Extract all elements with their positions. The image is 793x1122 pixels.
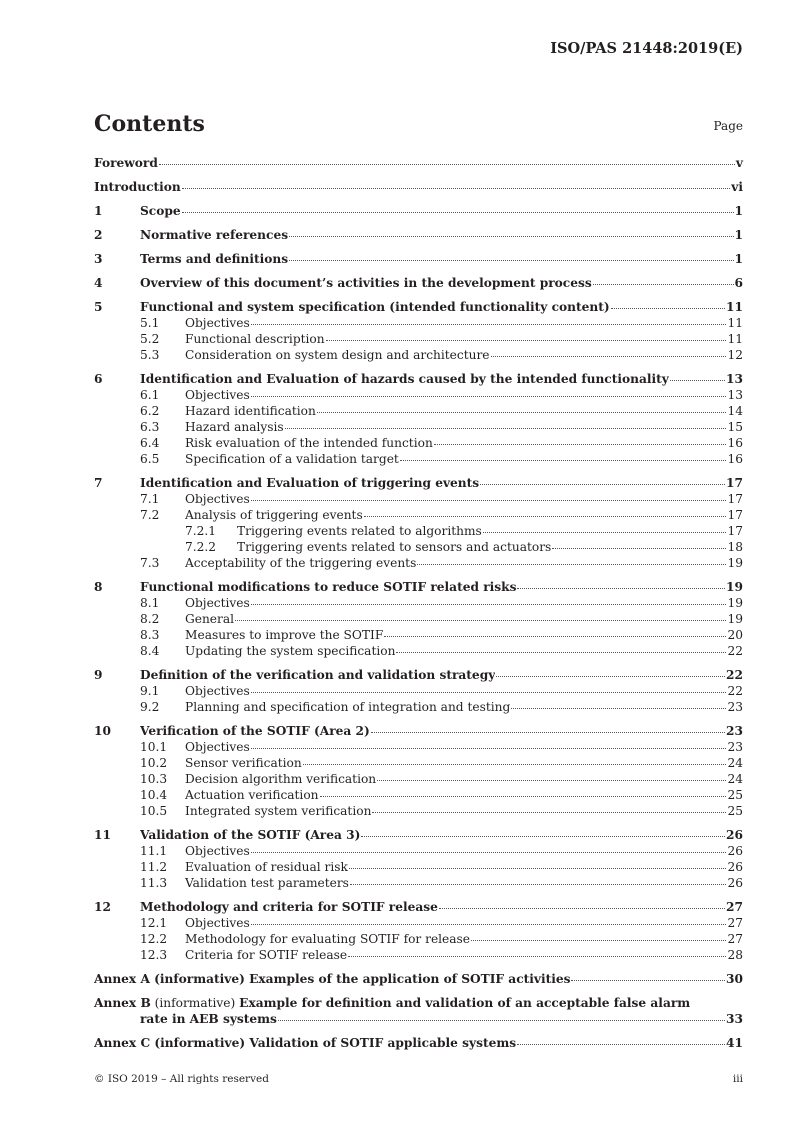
toc-entry-title: Normative references — [140, 228, 289, 242]
toc-entry-title: Consideration on system design and architecture — [185, 348, 490, 362]
annex-c-page: 41 — [726, 1036, 743, 1050]
copyright-notice: © ISO 2019 – All rights reserved — [94, 1073, 269, 1085]
leader-dots — [251, 324, 727, 325]
toc-entry-title: Decision algorithm verification — [185, 772, 377, 786]
toc-entry-page: vi — [731, 180, 743, 194]
toc-entry-number: 12.2 — [140, 932, 168, 946]
toc-entry-title: Objectives — [185, 596, 250, 610]
toc-entry-title: Acceptability of the triggering events — [185, 556, 417, 570]
toc-entry-5-1[interactable] — [94, 315, 743, 331]
toc-entry-10-3[interactable] — [94, 771, 743, 787]
toc-entry-number: 5.1 — [140, 316, 160, 330]
toc-entry-11-2[interactable] — [94, 859, 743, 875]
toc-entry-10-4[interactable] — [94, 787, 743, 803]
leader-dots — [251, 852, 727, 853]
leader-dots — [251, 924, 727, 925]
toc-entry-title: Specification of a validation target — [185, 452, 399, 466]
toc-entry-page: 17 — [727, 524, 743, 538]
toc-entry-title: Objectives — [185, 844, 250, 858]
toc-entry-title: Integrated system verification — [185, 804, 372, 818]
toc-entry-9-1[interactable] — [94, 683, 743, 699]
leader-dots — [552, 548, 726, 549]
leader-dots — [364, 516, 727, 517]
toc-entry-title: Functional description — [185, 332, 325, 346]
toc-entry-6[interactable] — [94, 371, 743, 387]
document-id: ISO/PAS 21448:2019(E) — [550, 40, 743, 57]
toc-entry-12[interactable] — [94, 899, 743, 915]
toc-entry-page: 16 — [727, 452, 743, 466]
annex-a-label: Annex A — [94, 972, 150, 986]
leader-dots — [320, 796, 727, 797]
toc-entry-page: 25 — [727, 804, 743, 818]
toc-entry-title: Objectives — [185, 916, 250, 930]
toc-entry-number: 10.1 — [140, 740, 168, 754]
toc-entry-6-3[interactable] — [94, 419, 743, 435]
toc-entry-number: 10.5 — [140, 804, 168, 818]
toc-entry-page: 11 — [726, 300, 743, 314]
leader-dots — [434, 444, 727, 445]
toc-entry-12-3[interactable] — [94, 947, 743, 963]
toc-entry-6-2[interactable] — [94, 403, 743, 419]
toc-entry-title: Objectives — [185, 684, 250, 698]
leader-dots — [251, 604, 727, 605]
toc-entry-7-1[interactable] — [94, 491, 743, 507]
toc-list — [94, 155, 743, 963]
leader-dots — [317, 412, 727, 413]
toc-entry-10-1[interactable] — [94, 739, 743, 755]
toc-entry-title: Criteria for SOTIF release — [185, 948, 348, 962]
toc-entry-page: 15 — [727, 420, 743, 434]
toc-entry-number: 3 — [94, 252, 103, 266]
toc-entry-7-2-1[interactable] — [94, 523, 743, 539]
toc-entry-10-2[interactable] — [94, 755, 743, 771]
toc-entry-page: 19 — [727, 596, 743, 610]
leader-dots — [670, 380, 725, 381]
toc-entry-number: 12 — [94, 900, 111, 914]
toc-entry-number: 8.1 — [140, 596, 160, 610]
toc-entry-number: 6.5 — [140, 452, 160, 466]
toc-entry-page: 1 — [734, 228, 743, 242]
toc-entry-number: 5 — [94, 300, 103, 314]
toc-entry-12-2[interactable] — [94, 931, 743, 947]
leader-dots — [361, 836, 725, 837]
leader-dots — [396, 652, 726, 653]
toc-entry-number: 7.1 — [140, 492, 160, 506]
annex-b-label: Annex B — [94, 996, 151, 1010]
toc-entry-page: 17 — [726, 476, 743, 490]
leader-dots — [593, 284, 734, 285]
toc-entry-title: Methodology and criteria for SOTIF release — [140, 900, 438, 914]
toc-entry-number: 10 — [94, 724, 111, 738]
toc-entry-number: 7.2.2 — [185, 540, 217, 554]
leader-dots — [350, 884, 727, 885]
toc-entry-title: Objectives — [185, 388, 250, 402]
annex-c-type: (informative) — [154, 1036, 246, 1050]
toc-entry-title: Scope — [140, 204, 181, 218]
toc-entry-page: 19 — [726, 580, 743, 594]
leader-dots — [571, 980, 725, 981]
toc-entry-title: Methodology for evaluating SOTIF for release — [185, 932, 471, 946]
toc-entry-number: 9.2 — [140, 700, 160, 714]
toc-entry-page: 14 — [727, 404, 743, 418]
toc-entry-page: 12 — [727, 348, 743, 362]
toc-entry-8-1[interactable] — [94, 595, 743, 611]
toc-entry-title: Objectives — [185, 316, 250, 330]
toc-entry-page: 27 — [727, 932, 743, 946]
toc-entry-title: Definition of the verification and validation strategy — [140, 668, 496, 682]
toc-entry-title: Objectives — [185, 740, 250, 754]
leader-dots — [371, 732, 725, 733]
toc-entry-page: 17 — [727, 492, 743, 506]
toc-entry-page: 24 — [727, 772, 743, 786]
annex-c-label: Annex C — [94, 1036, 151, 1050]
toc-entry-number: 7.3 — [140, 556, 160, 570]
toc-entry-page: 23 — [727, 740, 743, 754]
toc-entry-2[interactable] — [94, 227, 743, 243]
toc-entry-1[interactable] — [94, 203, 743, 219]
leader-dots — [377, 780, 726, 781]
leader-dots — [517, 588, 725, 589]
annex-b-title-line1: Example for definition and validation of an acceptable false alarm — [239, 996, 691, 1010]
leader-dots — [303, 764, 727, 765]
toc-entry-title: Functional and system specification (intended functionality content) — [140, 300, 610, 314]
leader-dots — [326, 340, 727, 341]
toc-entry-6-5[interactable] — [94, 451, 743, 467]
toc-entry-page: 27 — [727, 916, 743, 930]
leader-dots — [278, 1020, 725, 1021]
leader-dots — [480, 484, 725, 485]
leader-dots — [159, 164, 735, 165]
leader-dots — [517, 1044, 725, 1045]
leader-dots — [349, 868, 727, 869]
toc-entry-4[interactable] — [94, 275, 743, 291]
toc-entry-page: 26 — [727, 876, 743, 890]
toc-entry-7-3[interactable] — [94, 555, 743, 571]
toc-entry-page: 18 — [727, 540, 743, 554]
toc-entry-title: Hazard identification — [185, 404, 316, 418]
toc-entry-page: 23 — [726, 724, 743, 738]
toc-entry-page: 11 — [727, 316, 743, 330]
toc-entry-title: Hazard analysis — [185, 420, 284, 434]
toc-entry-number: 11.2 — [140, 860, 168, 874]
toc-entry-number: 7.2.1 — [185, 524, 217, 538]
toc-entry-title: Validation test parameters — [185, 876, 349, 890]
toc-entry-number: 6.2 — [140, 404, 160, 418]
toc-entry-6-4[interactable] — [94, 435, 743, 451]
toc-entry-page: 22 — [727, 644, 743, 658]
toc-entry-page: v — [735, 156, 743, 170]
toc-entry-title: Validation of the SOTIF (Area 3) — [140, 828, 361, 842]
toc-entry-page: 1 — [734, 252, 743, 266]
annex-a-title: Examples of the application of SOTIF activities — [249, 972, 571, 986]
toc-entry-11-1[interactable] — [94, 843, 743, 859]
toc-entry-5-2[interactable] — [94, 331, 743, 347]
toc-entry-title: Sensor verification — [185, 756, 302, 770]
leader-dots — [182, 212, 734, 213]
leader-dots — [251, 748, 727, 749]
leader-dots — [289, 260, 733, 261]
toc-entry-page: 26 — [727, 860, 743, 874]
toc-entry-foreword[interactable] — [94, 155, 743, 171]
toc-entry-number: 8 — [94, 580, 103, 594]
toc-entry-9-2[interactable] — [94, 699, 743, 715]
toc-entry-title: Terms and definitions — [140, 252, 289, 266]
toc-entry-page: 13 — [727, 388, 743, 402]
toc-entry-page: 25 — [727, 788, 743, 802]
toc-entry-title: Functional modifications to reduce SOTIF related risks — [140, 580, 517, 594]
toc-entry-11[interactable] — [94, 827, 743, 843]
leader-dots — [384, 636, 726, 637]
leader-dots — [235, 620, 726, 621]
toc-annex-b[interactable] — [94, 995, 743, 1027]
leader-dots — [251, 692, 727, 693]
leader-dots — [417, 564, 726, 565]
toc-entry-page: 28 — [727, 948, 743, 962]
toc-entry-title: Updating the system specification — [185, 644, 396, 658]
page-column-label: Page — [713, 119, 743, 133]
leader-dots — [251, 396, 727, 397]
toc-entry-number: 5.2 — [140, 332, 160, 346]
toc-entry-number: 12.1 — [140, 916, 168, 930]
toc-entry-title: Identification and Evaluation of hazards caused by the intended functionality — [140, 372, 669, 386]
toc-entry-number: 2 — [94, 228, 103, 242]
toc-entry-title: Introduction — [94, 180, 181, 194]
toc-entry-title: Actuation verification — [185, 788, 319, 802]
toc-entry-number: 8.2 — [140, 612, 160, 626]
toc-entry-title: Objectives — [185, 492, 250, 506]
leader-dots — [182, 188, 730, 189]
toc-entry-page: 11 — [727, 332, 743, 346]
leader-dots — [496, 676, 725, 677]
annex-a-type: (informative) — [154, 972, 245, 986]
toc-annex-a[interactable] — [94, 971, 743, 987]
annex-b-type: (informative) — [154, 996, 236, 1010]
toc-entry-page: 26 — [727, 844, 743, 858]
toc-entry-title: Triggering events related to sensors and actuators — [237, 540, 552, 554]
toc-entry-page: 26 — [726, 828, 743, 842]
toc-entry-page: 19 — [727, 612, 743, 626]
toc-entry-number: 6 — [94, 372, 103, 386]
toc-entry-number: 11.3 — [140, 876, 168, 890]
toc-entry-page: 6 — [734, 276, 743, 290]
toc-entry-page: 23 — [727, 700, 743, 714]
annex-b-title-line2: rate in AEB systems — [140, 1012, 277, 1026]
leader-dots — [511, 708, 726, 709]
toc-entry-page: 16 — [727, 436, 743, 450]
toc-annex-c[interactable] — [94, 1035, 743, 1051]
toc-entry-8-2[interactable] — [94, 611, 743, 627]
toc-entry-number: 9 — [94, 668, 103, 682]
toc-entry-title: Foreword — [94, 156, 158, 170]
toc-entry-number: 6.3 — [140, 420, 160, 434]
toc-entry-8-3[interactable] — [94, 627, 743, 643]
toc-entry-title: Identification and Evaluation of triggering events — [140, 476, 480, 490]
toc-entry-title: General — [185, 612, 234, 626]
toc-entry-8-4[interactable] — [94, 643, 743, 659]
toc-entry-title: Evaluation of residual risk — [185, 860, 348, 874]
toc-entry-number: 8.3 — [140, 628, 160, 642]
toc-entry-8[interactable] — [94, 579, 743, 595]
leader-dots — [611, 308, 725, 309]
toc-entry-3[interactable] — [94, 251, 743, 267]
toc-entry-number: 10.3 — [140, 772, 168, 786]
toc-entry-page: 1 — [734, 204, 743, 218]
toc-entry-6-1[interactable] — [94, 387, 743, 403]
page-number: iii — [732, 1073, 743, 1085]
toc-entry-title: Analysis of triggering events — [185, 508, 363, 522]
toc-entry-number: 11 — [94, 828, 111, 842]
toc-entry-page: 24 — [727, 756, 743, 770]
leader-dots — [285, 428, 727, 429]
leader-dots — [400, 460, 727, 461]
toc-entry-10-5[interactable] — [94, 803, 743, 819]
toc-entry-number: 10.2 — [140, 756, 168, 770]
leader-dots — [471, 940, 726, 941]
leader-dots — [289, 236, 733, 237]
toc-entry-5-3[interactable] — [94, 347, 743, 363]
toc-entry-title: Measures to improve the SOTIF — [185, 628, 384, 642]
leader-dots — [491, 356, 727, 357]
toc-entry-page: 27 — [726, 900, 743, 914]
leader-dots — [439, 908, 725, 909]
leader-dots — [483, 532, 727, 533]
toc-entry-number: 10.4 — [140, 788, 168, 802]
toc-entry-page: 22 — [726, 668, 743, 682]
annex-a-page: 30 — [726, 972, 743, 986]
toc-entry-number: 5.3 — [140, 348, 160, 362]
toc-entry-number: 9.1 — [140, 684, 160, 698]
toc-entry-number: 12.3 — [140, 948, 168, 962]
toc-entry-number: 6.1 — [140, 388, 160, 402]
toc-entry-page: 19 — [727, 556, 743, 570]
toc-entry-number: 7 — [94, 476, 103, 490]
toc-entry-11-3[interactable] — [94, 875, 743, 891]
toc-entry-7[interactable] — [94, 475, 743, 491]
toc-entry-9[interactable] — [94, 667, 743, 683]
toc-entry-number: 11.1 — [140, 844, 168, 858]
toc-entry-page: 13 — [726, 372, 743, 386]
annex-c-title: Validation of SOTIF applicable systems — [249, 1036, 517, 1050]
toc-entry-page: 20 — [727, 628, 743, 642]
toc-entry-7-2[interactable] — [94, 507, 743, 523]
toc-entry-introduction[interactable] — [94, 179, 743, 195]
table-of-contents — [94, 155, 743, 1051]
toc-entry-7-2-2[interactable] — [94, 539, 743, 555]
toc-entry-page: 17 — [727, 508, 743, 522]
leader-dots — [348, 956, 726, 957]
toc-entry-page: 22 — [727, 684, 743, 698]
toc-entry-number: 1 — [94, 204, 103, 218]
leader-dots — [372, 812, 726, 813]
toc-entry-number: 7.2 — [140, 508, 160, 522]
toc-entry-5[interactable] — [94, 299, 743, 315]
toc-entry-number: 6.4 — [140, 436, 160, 450]
toc-entry-title: Verification of the SOTIF (Area 2) — [140, 724, 370, 738]
contents-heading: Contents — [94, 111, 205, 137]
annex-b-page: 33 — [726, 1012, 743, 1026]
leader-dots — [251, 500, 727, 501]
toc-entry-title: Triggering events related to algorithms — [237, 524, 482, 538]
toc-entry-12-1[interactable] — [94, 915, 743, 931]
toc-entry-title: Risk evaluation of the intended function — [185, 436, 433, 450]
toc-entry-10[interactable] — [94, 723, 743, 739]
toc-entry-title: Overview of this document’s activities in the development process — [140, 276, 592, 290]
toc-entry-title: Planning and specification of integration and testing — [185, 700, 511, 714]
toc-entry-number: 8.4 — [140, 644, 160, 658]
toc-entry-number: 4 — [94, 276, 103, 290]
